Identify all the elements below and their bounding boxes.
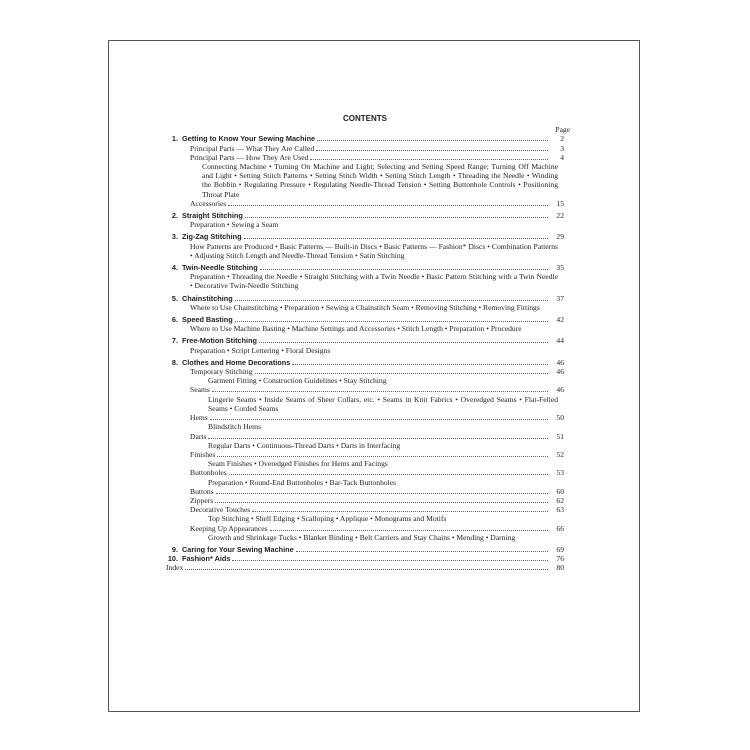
chapter-title: Caring for Your Sewing Machine <box>182 544 294 554</box>
chapter-page: 42 <box>556 315 564 325</box>
chapter-heading <box>166 294 564 303</box>
toc-entry <box>166 413 564 422</box>
leader-dots <box>270 524 548 531</box>
leader-dots <box>212 385 548 392</box>
entry-title: Zippers <box>190 495 214 505</box>
chapter-3 <box>166 232 564 260</box>
entry-detail: Preparation • Round-End Buttonholes • Bar-Tack Buttonholes <box>208 477 397 487</box>
leader-dots <box>260 263 548 270</box>
entry-title: Hems <box>190 413 208 423</box>
entry-page: 52 <box>556 449 564 459</box>
chapter-9 <box>166 545 564 554</box>
entry-detail: Garment Fitting • Construction Guidelines • Stay Stitching <box>208 376 387 386</box>
chapter-title: Chainstitching <box>182 293 233 303</box>
chapter-heading <box>166 232 564 241</box>
chapter-heading <box>166 315 564 324</box>
toc-entry <box>166 153 564 162</box>
leader-dots <box>228 199 548 206</box>
chapter-heading <box>166 211 564 220</box>
chapter-page: 2 <box>560 134 564 144</box>
leader-dots <box>252 505 548 512</box>
chapter-number: 4. <box>171 263 178 273</box>
chapter-heading <box>166 545 564 554</box>
toc-entry <box>166 496 564 505</box>
entry-title: Darts <box>190 431 207 441</box>
chapter-2 <box>166 211 564 229</box>
entry-title: Finishes <box>190 449 216 459</box>
leader-dots <box>255 367 548 374</box>
chapter-title: Clothes and Home Decorations <box>182 357 291 367</box>
entry-page: 46 <box>556 367 564 377</box>
chapter-page: 22 <box>556 211 564 221</box>
entry-page: 4 <box>560 152 564 162</box>
leader-dots <box>292 358 548 365</box>
page-title: CONTENTS <box>343 114 387 123</box>
entry-title: Temporary Stitching <box>190 367 253 377</box>
leader-dots <box>235 315 548 322</box>
toc-entry <box>166 487 564 496</box>
entry-page: 51 <box>556 431 564 441</box>
entry-detail: Preparation • Sewing a Seam <box>190 220 279 230</box>
toc-entry <box>166 144 564 153</box>
leader-dots <box>245 211 548 218</box>
chapter-5 <box>166 294 564 312</box>
chapter-title: Twin-Needle Stitching <box>182 263 258 273</box>
chapter-title: Fashion* Aids <box>182 554 231 564</box>
toc-entry <box>166 199 564 208</box>
chapter-number: 6. <box>171 315 178 325</box>
chapter-6 <box>166 315 564 333</box>
index-entry <box>166 563 564 572</box>
entry-detail: Connecting Machine • Turning On Machine and Light; Selecting and Setting Speed Range; Turning Off Machine and Light • Setting Stitch Patterns • Setting Stitch Width • Setting Stitch Length • Threading the Needle • Winding the Bobbin • Regulating Pressure • Regulating Needle-Thread Tension • Setting Buttonhole Controls • Positioning Throat Plate <box>202 162 558 199</box>
toc-entry <box>166 450 564 459</box>
entry-detail: Lingerie Seams • Inside Seams of Sheer Collars, etc. • Seams in Knit Fabrics • Overedged Seams • Flat-Felled Seams • Corded Seams <box>208 394 558 413</box>
toc-entry <box>166 432 564 441</box>
chapter-number: 3. <box>171 232 178 242</box>
chapter-4 <box>166 263 564 291</box>
toc-entry <box>166 505 564 514</box>
chapter-page: 35 <box>556 263 564 273</box>
chapter-number: 1. <box>171 134 178 144</box>
leader-dots <box>232 554 548 561</box>
leader-dots <box>215 496 548 503</box>
leader-dots <box>235 294 548 301</box>
chapter-heading <box>166 134 564 143</box>
entry-page: 50 <box>556 413 564 423</box>
entry-title: Decorative Touches <box>190 505 251 515</box>
entry-title: Buttons <box>190 486 214 496</box>
entry-detail: Seam Finishes • Overedged Finishes for Hems and Facings <box>208 459 388 469</box>
entry-detail: Preparation • Script Lettering • Floral Designs <box>190 345 331 355</box>
entry-detail: Growth and Shrinkage Tucks • Blanket Binding • Belt Carriers and Stay Chains • Mending • Darning <box>208 532 516 542</box>
chapter-number: 9. <box>171 544 178 554</box>
leader-dots <box>310 153 548 160</box>
entry-detail: Top Stitching • Shell Edging • Scalloping • Applique • Monograms and Motifs <box>208 514 447 524</box>
chapter-heading <box>166 336 564 345</box>
chapter-page: 76 <box>556 554 564 564</box>
entry-page: 46 <box>556 385 564 395</box>
entry-title: Principal Parts — How They Are Used <box>190 152 309 162</box>
entry-page: 3 <box>560 143 564 153</box>
chapter-number: 10. <box>167 554 178 564</box>
leader-dots <box>296 545 548 552</box>
entry-page: 62 <box>556 495 564 505</box>
leader-dots <box>216 487 548 494</box>
entry-title: Keeping Up Appearances <box>190 523 268 533</box>
entry-detail: Regular Darts • Continuous-Thread Darts • Darts in Interfacing <box>208 440 401 450</box>
chapter-7 <box>166 336 564 354</box>
chapter-page: 29 <box>556 232 564 242</box>
chapter-heading <box>166 554 564 563</box>
toc-entry <box>166 468 564 477</box>
entry-page: 66 <box>556 523 564 533</box>
chapter-page: 46 <box>556 357 564 367</box>
leader-dots <box>317 134 548 141</box>
chapter-title: Straight Stitching <box>182 211 243 221</box>
leader-dots <box>316 144 548 151</box>
table-of-contents <box>166 114 570 573</box>
chapter-title: Zig-Zag Stitching <box>182 232 242 242</box>
chapter-page: 69 <box>556 544 564 554</box>
chapter-number: 2. <box>171 211 178 221</box>
chapter-1 <box>166 134 564 208</box>
leader-dots <box>259 336 548 343</box>
entry-detail: Where to Use Machine Basting • Machine Settings and Accessories • Stitch Length • Preparation • Procedure <box>190 324 522 334</box>
leader-dots <box>244 232 548 239</box>
chapter-number: 8. <box>171 357 178 367</box>
document-page <box>108 40 640 712</box>
entry-page: 15 <box>556 198 564 208</box>
chapter-number: 7. <box>171 336 178 346</box>
entry-detail: Where to Use Chainstitching • Preparation • Sewing a Chainstitch Seam • Removing Stitching • Removing Fittings <box>190 302 540 312</box>
chapter-8 <box>166 358 564 542</box>
leader-dots <box>229 468 548 475</box>
chapter-title: Free-Motion Stitching <box>182 336 257 346</box>
chapter-page: 44 <box>556 336 564 346</box>
entry-title: Accessories <box>190 198 227 208</box>
chapter-10 <box>166 554 564 563</box>
chapter-title: Speed Basting <box>182 315 233 325</box>
chapter-heading <box>166 358 564 367</box>
entry-page: 60 <box>556 486 564 496</box>
toc-entry <box>166 385 564 394</box>
entry-page: 53 <box>556 468 564 478</box>
leader-dots <box>208 432 548 439</box>
index-title: Index <box>166 563 184 573</box>
leader-dots <box>217 450 548 457</box>
entry-detail: Blindstitch Hems <box>208 422 261 432</box>
toc-entry <box>166 367 564 376</box>
entry-detail: How Patterns are Produced • Basic Patterns — Built-in Discs • Basic Patterns — Fashion* Discs • Combination Patterns • Adjusting Stitch Length and Needle-Thread Tension • Satin Stitching <box>190 241 558 260</box>
chapter-title: Getting to Know Your Sewing Machine <box>182 134 316 144</box>
chapter-page: 37 <box>556 293 564 303</box>
entry-title: Seams <box>190 385 210 395</box>
entry-detail: Preparation • Threading the Needle • Straight Stitching with a Twin Needle • Basic Pattern Stitching with a Twin Needle • Decorative Twin-Needle Stitching <box>190 272 558 291</box>
toc-entry <box>166 524 564 533</box>
index-page: 80 <box>556 563 564 573</box>
leader-dots <box>185 563 548 570</box>
entry-title: Buttonholes <box>190 468 227 478</box>
chapter-heading <box>166 263 564 272</box>
chapter-number: 5. <box>171 293 178 303</box>
entry-page: 63 <box>556 505 564 515</box>
leader-dots <box>210 413 548 420</box>
entry-title: Principal Parts — What They Are Called <box>190 143 315 153</box>
page-column-header: Page <box>555 125 570 135</box>
